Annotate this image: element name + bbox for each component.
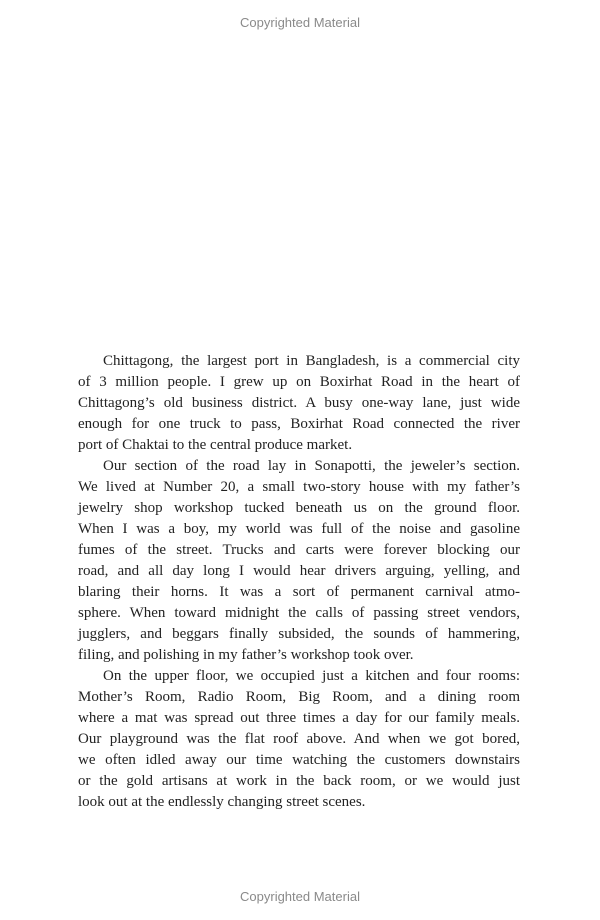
text-line: enough for one truck to pass, Boxirhat Road connected the river: [78, 416, 520, 432]
text-line: Chittagong, the largest port in Bangladesh, is a commercial city: [103, 353, 520, 369]
copyright-notice-bottom: Copyrighted Material: [240, 889, 360, 904]
paragraph: [78, 351, 520, 456]
text-line: fumes of the street. Trucks and carts were forever blocking our: [78, 542, 520, 558]
paragraph: [78, 456, 520, 666]
text-line: jugglers, and beggars finally subsided, the sounds of hammering,: [78, 626, 520, 642]
text-line: Mother’s Room, Radio Room, Big Room, and a dining room: [78, 689, 520, 705]
text-line: blaring their horns. It was a sort of permanent carnival atmo-: [78, 584, 520, 600]
text-line: look out at the endlessly changing street scenes.: [78, 794, 366, 810]
text-line: road, and all day long I would hear drivers arguing, yelling, and: [78, 563, 520, 579]
text-line: or the gold artisans at work in the back room, or we would just: [78, 773, 520, 789]
copyright-notice-top: Copyrighted Material: [240, 15, 360, 30]
book-page-text: [78, 351, 520, 813]
text-line: filing, and polishing in my father’s workshop took over.: [78, 647, 414, 663]
text-line: where a mat was spread out three times a day for our family meals.: [78, 710, 520, 726]
text-line: port of Chaktai to the central produce market.: [78, 437, 353, 453]
text-line: jewelry shop workshop tucked beneath us on the ground floor.: [78, 500, 520, 516]
text-line: Our section of the road lay in Sonapotti, the jeweler’s section.: [103, 458, 520, 474]
paragraph: [78, 666, 520, 813]
text-line: We lived at Number 20, a small two-story house with my father’s: [78, 479, 520, 495]
text-line: sphere. When toward midnight the calls of passing street vendors,: [78, 605, 520, 621]
text-line: we often idled away our time watching the customers downstairs: [78, 752, 520, 768]
text-line: Our playground was the flat roof above. And when we got bored,: [78, 731, 520, 747]
text-line: When I was a boy, my world was full of the noise and gasoline: [78, 521, 520, 537]
text-line: Chittagong’s old business district. A busy one-way lane, just wide: [78, 395, 520, 411]
text-line: On the upper floor, we occupied just a kitchen and four rooms:: [103, 668, 520, 684]
text-line: of 3 million people. I grew up on Boxirhat Road in the heart of: [78, 374, 520, 390]
